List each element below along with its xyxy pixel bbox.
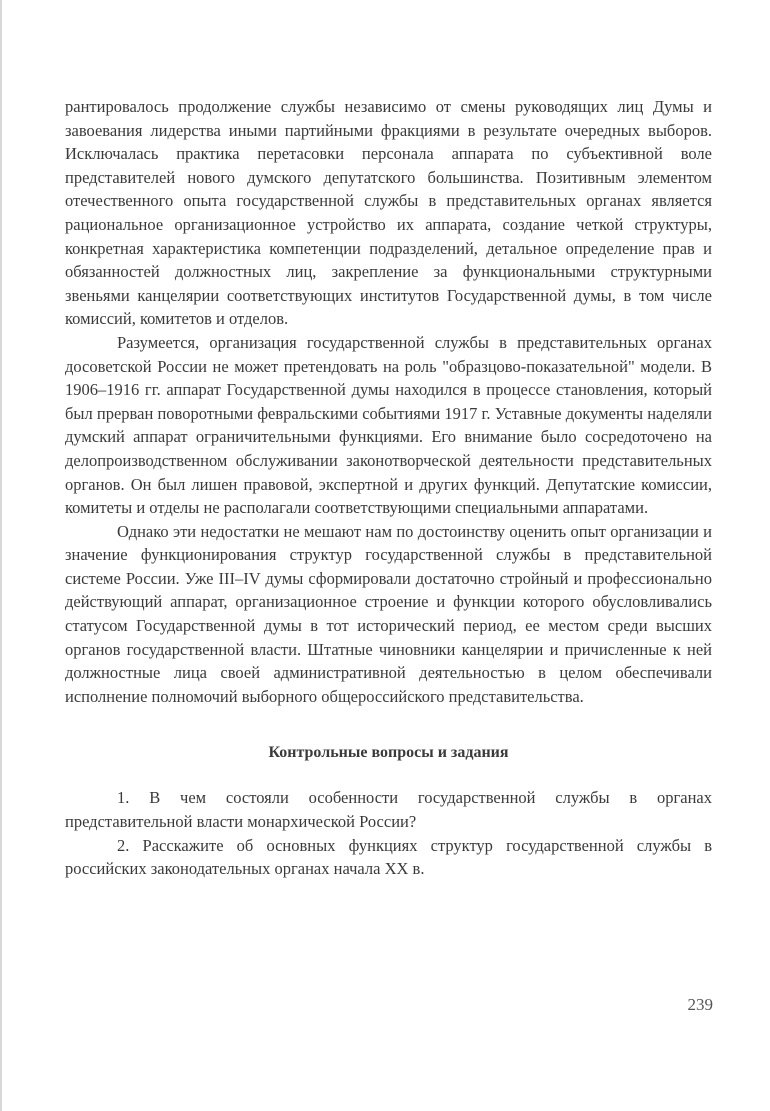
paragraph-continuation: рантировалось продолжение службы независимо от смены руководящих лиц Думы и завоевания лидерства иными партийными фракциями в результате очередных выборов. Исключалась практика перетасовки персонала аппарата по субъективной воле представителей нового думского депутатского большинства. Позитивным элементом отечественного опыта государственной службы в представительных органах является рациональное организационное устройство их аппарата, создание четкой структуры, конкретная характеристика компетенции подразделений, детальное определение прав и обязанностей должностных лиц, закрепление за функциональными структурными звеньями канцелярии соответствующих институтов Государственной думы, в том числе комиссий, комитетов и отделов. xyxy=(65,97,712,329)
section-heading: Контрольные вопросы и задания xyxy=(268,744,509,762)
question-1: 1. В чем состояли особенности государственной службы в органах представительной власти монархической России? xyxy=(65,788,712,832)
question-2: 2. Расскажите об основных функциях структур государственной службы в российских законодательных органах начала XX в. xyxy=(65,835,712,879)
page-number: 239 xyxy=(687,995,713,1014)
paragraph-assessment: Однако эти недостатки не мешают нам по достоинству оценить опыт организации и значение функционирования структур государственной службы в представительной системе России. Уже III–IV думы сформировали достаточно стройный и профессионально действующий аппарат, организационное строение и функции которого обусловливались статусом Государственной думы в тот исторический период, ее местом среди высших органов государственной власти. Штатные чиновники канцелярии и причисленные к ней должностные лица своей административной деятельностью в целом обеспечивали исполнение полномочий выборного общероссийского представительства. xyxy=(65,521,712,706)
page-edge xyxy=(0,0,2,1111)
paragraph-limitations: Разумеется, организация государственной службы в представительных органах досоветской России не может претендовать на роль "образцово-показательной" модели. В 1906–1916 гг. аппарат Государственной думы находился в процессе становления, который был прерван поворотными февральскими событиями 1917 г. Уставные документы наделяли думский аппарат ограничительными функциями. Его внимание было сосредоточено на делопроизводственном обслуживании законотворческой деятельности представительных органов. Он был лишен правовой, экспертной и других функций. Депутатские комиссии, комитеты и отделы не располагали соответствующими специальными аппаратами. xyxy=(65,332,712,518)
page-content xyxy=(65,95,712,881)
